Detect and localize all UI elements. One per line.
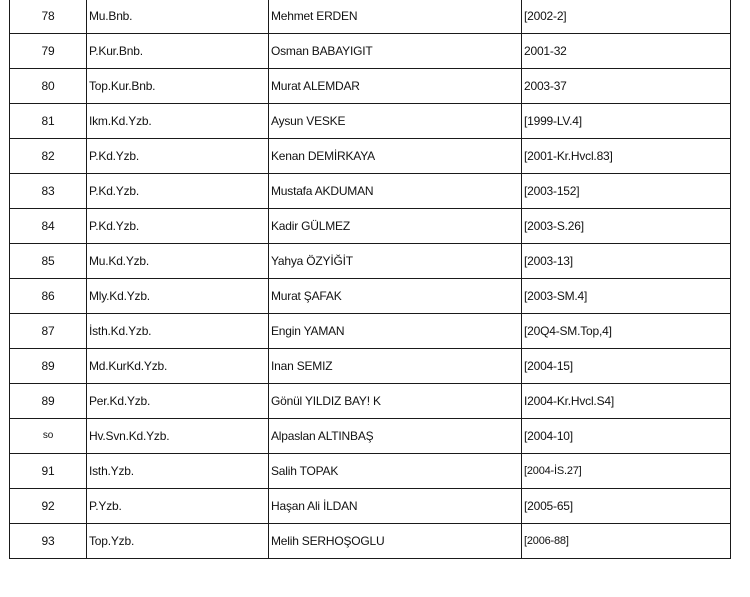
registry-cell: [2003-SM.4] <box>522 279 731 314</box>
table-row <box>10 314 731 349</box>
table-row <box>10 489 731 524</box>
rank-cell: Top.Kur.Bnb. <box>87 69 269 104</box>
row-number-cell: 91 <box>10 454 87 489</box>
registry-cell: [2001-Kr.Hvcl.83] <box>522 139 731 174</box>
table-row <box>10 69 731 104</box>
name-cell: Alpaslan ALTINBAŞ <box>269 419 522 454</box>
name-cell: Kadir GÜLMEZ <box>269 209 522 244</box>
name-cell: Inan SEMIZ <box>269 349 522 384</box>
table-row <box>10 0 731 34</box>
row-number-cell: 93 <box>10 524 87 559</box>
row-number-cell: 85 <box>10 244 87 279</box>
row-number-cell: so <box>10 419 87 454</box>
name-cell: Salih TOPAK <box>269 454 522 489</box>
registry-cell: [20Q4-SM.Top,4] <box>522 314 731 349</box>
name-cell: Yahya ÖZYİĞİT <box>269 244 522 279</box>
table-row <box>10 139 731 174</box>
row-number-cell: 80 <box>10 69 87 104</box>
rank-cell: P.Kd.Yzb. <box>87 174 269 209</box>
name-cell: Mehmet ERDEN <box>269 0 522 34</box>
row-number-cell: 86 <box>10 279 87 314</box>
table-row <box>10 524 731 559</box>
table-row <box>10 244 731 279</box>
table-row <box>10 349 731 384</box>
rank-cell: Per.Kd.Yzb. <box>87 384 269 419</box>
personnel-table <box>9 0 731 559</box>
name-cell: Murat ALEMDAR <box>269 69 522 104</box>
registry-cell: [2006-88] <box>522 524 731 559</box>
rank-cell: Ikm.Kd.Yzb. <box>87 104 269 139</box>
row-number-cell: 83 <box>10 174 87 209</box>
row-number-cell: 89 <box>10 384 87 419</box>
rank-cell: P.Kd.Yzb. <box>87 139 269 174</box>
row-number-cell: 87 <box>10 314 87 349</box>
name-cell: Murat ŞAFAK <box>269 279 522 314</box>
table-row <box>10 419 731 454</box>
name-cell: Kenan DEMİRKAYA <box>269 139 522 174</box>
registry-cell: [2003-S.26] <box>522 209 731 244</box>
name-cell: Gönül YILDIZ BAY! K <box>269 384 522 419</box>
registry-cell: [2003-13] <box>522 244 731 279</box>
table-row <box>10 279 731 314</box>
registry-cell: [1999-LV.4] <box>522 104 731 139</box>
table-row <box>10 209 731 244</box>
personnel-table-body <box>10 0 731 559</box>
row-number-cell: 89 <box>10 349 87 384</box>
registry-cell: [2002-2] <box>522 0 731 34</box>
registry-cell: [2004-İS.27] <box>522 454 731 489</box>
rank-cell: Hv.Svn.Kd.Yzb. <box>87 419 269 454</box>
name-cell: Mustafa AKDUMAN <box>269 174 522 209</box>
registry-cell: I2004-Kr.Hvcl.S4] <box>522 384 731 419</box>
row-number-cell: 92 <box>10 489 87 524</box>
table-row <box>10 104 731 139</box>
registry-cell: [2004-15] <box>522 349 731 384</box>
name-cell: Engin YAMAN <box>269 314 522 349</box>
rank-cell: İsth.Kd.Yzb. <box>87 314 269 349</box>
registry-cell: 2003-37 <box>522 69 731 104</box>
registry-cell: [2005-65] <box>522 489 731 524</box>
name-cell: Haşan Ali İLDAN <box>269 489 522 524</box>
rank-cell: P.Kd.Yzb. <box>87 209 269 244</box>
registry-cell: [2004-10] <box>522 419 731 454</box>
row-number-cell: 81 <box>10 104 87 139</box>
registry-cell: [2003-152] <box>522 174 731 209</box>
rank-cell: P.Kur.Bnb. <box>87 34 269 69</box>
name-cell: Melih SERHOŞOGLU <box>269 524 522 559</box>
table-row <box>10 174 731 209</box>
row-number-cell: 78 <box>10 0 87 34</box>
registry-cell: 2001-32 <box>522 34 731 69</box>
row-number-cell: 82 <box>10 139 87 174</box>
rank-cell: Mu.Bnb. <box>87 0 269 34</box>
name-cell: Osman BABAYIGIT <box>269 34 522 69</box>
table-row <box>10 454 731 489</box>
rank-cell: Isth.Yzb. <box>87 454 269 489</box>
row-number-cell: 84 <box>10 209 87 244</box>
name-cell: Aysun VESKE <box>269 104 522 139</box>
rank-cell: Mu.Kd.Yzb. <box>87 244 269 279</box>
rank-cell: Top.Yzb. <box>87 524 269 559</box>
table-row <box>10 384 731 419</box>
rank-cell: P.Yzb. <box>87 489 269 524</box>
table-row <box>10 34 731 69</box>
rank-cell: Mly.Kd.Yzb. <box>87 279 269 314</box>
row-number-cell: 79 <box>10 34 87 69</box>
rank-cell: Md.KurKd.Yzb. <box>87 349 269 384</box>
